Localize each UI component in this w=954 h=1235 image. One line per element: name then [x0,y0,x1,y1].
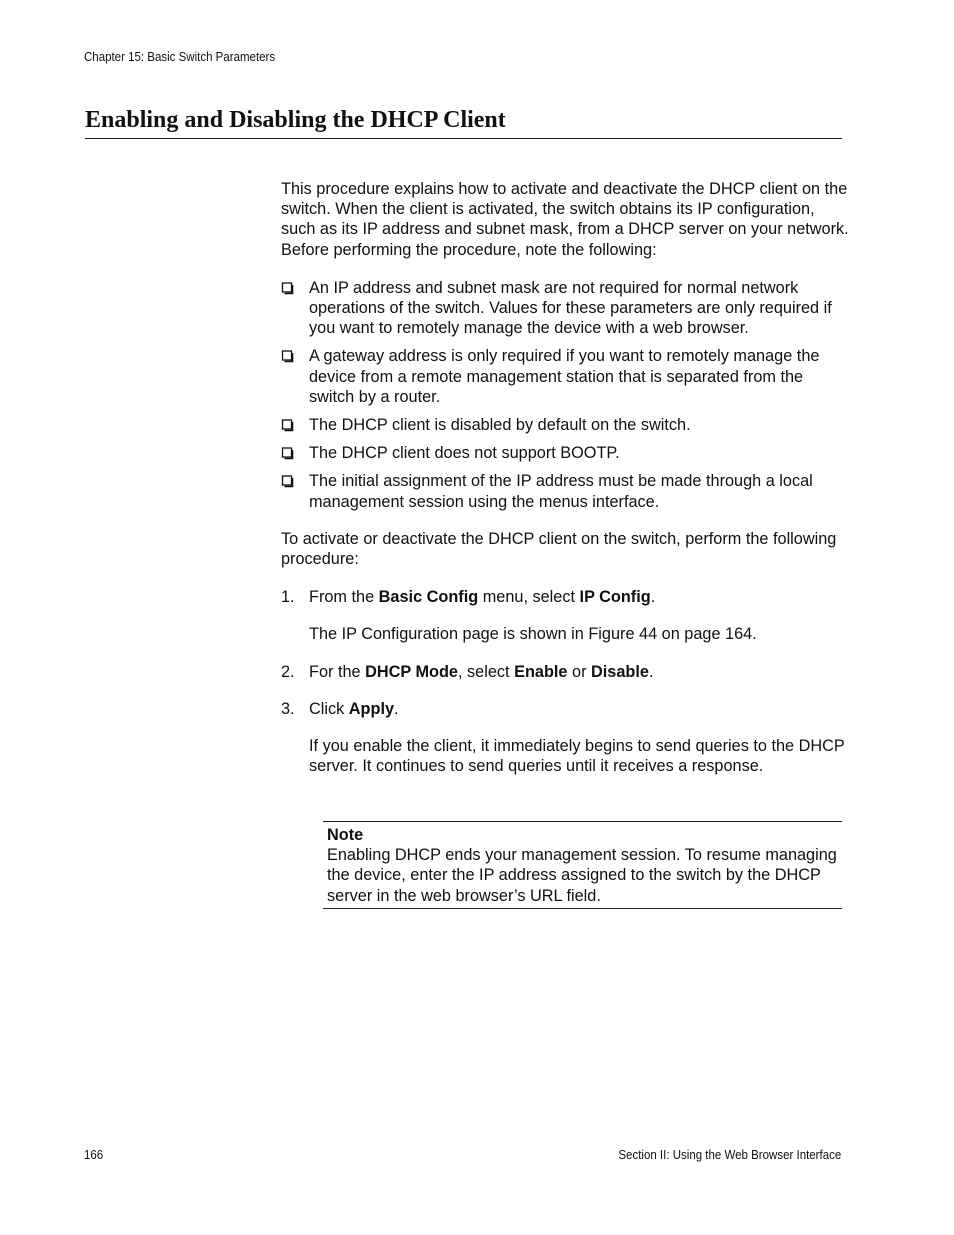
step-number: 2. [281,662,295,681]
notes-bullet-list [281,278,851,512]
section-footer: Section II: Using the Web Browser Interface [618,1148,841,1162]
step-number: 1. [281,588,295,607]
list-item-text: An IP address and subnet mask are not required for normal network operations of the switch. Values for these parameters are only required if you want to remotely manage the device with a web browser. [309,278,832,338]
step-number: 3. [281,699,295,718]
list-item-text: The DHCP client does not support BOOTP. [309,444,620,463]
note-box [323,821,842,909]
note-title: Note [327,826,364,844]
menu-option: IP Config [579,588,651,607]
list-item [281,415,851,435]
checkbox-bullet-icon [281,473,295,489]
menu-name: Basic Config [378,588,479,607]
step-2 [281,662,851,682]
checkbox-bullet-icon [281,280,295,296]
step-1 [281,587,851,644]
procedure-intro: To activate or deactivate the DHCP client on the switch, perform the following procedure: [281,529,837,569]
page-number: 166 [84,1148,104,1162]
checkbox-bullet-icon [281,348,295,364]
intro-paragraph: This procedure explains how to activate and deactivate the DHCP client on the switch. When the client is activated, the switch obtains its IP configuration, such as its IP address and subnet mask, from a DHCP server on your network. Before performing the procedure, note the following: [281,180,849,259]
list-item [281,443,851,463]
body-text [281,179,851,793]
list-item [281,278,851,339]
checkbox-bullet-icon [281,445,295,461]
field-name: DHCP Mode [365,662,458,681]
list-item-text: The DHCP client is disabled by default on the switch. [309,416,691,435]
step-text: Click Apply. [309,699,399,718]
checkbox-bullet-icon [281,417,295,433]
step-note: The IP Configuration page is shown in Figure 44 on page 164. [309,625,757,644]
list-item [281,471,851,511]
procedure-steps [281,587,851,776]
list-item [281,346,851,407]
page-title: Enabling and Disabling the DHCP Client [85,106,842,139]
step-note: If you enable the client, it immediately begins to send queries to the DHCP server. It continues to send queries until it receives a response. [309,737,845,776]
step-3 [281,699,851,777]
step-text: For the DHCP Mode, select Enable or Disable. [309,662,654,681]
running-header: Chapter 15: Basic Switch Parameters [84,50,276,64]
option-enable: Enable [514,662,568,681]
step-text: From the Basic Config menu, select IP Config. [309,588,656,607]
note-text: Enabling DHCP ends your management session. To resume managing the device, enter the IP address assigned to the switch by the DHCP server in the web browser’s URL field. [327,846,837,905]
list-item-text: The initial assignment of the IP address must be made through a local management session using the menus interface. [309,472,813,511]
button-name: Apply [348,699,395,718]
list-item-text: A gateway address is only required if you want to remotely manage the device from a remote management station that is separated from the switch by a router. [309,347,820,406]
option-disable: Disable [591,662,649,681]
